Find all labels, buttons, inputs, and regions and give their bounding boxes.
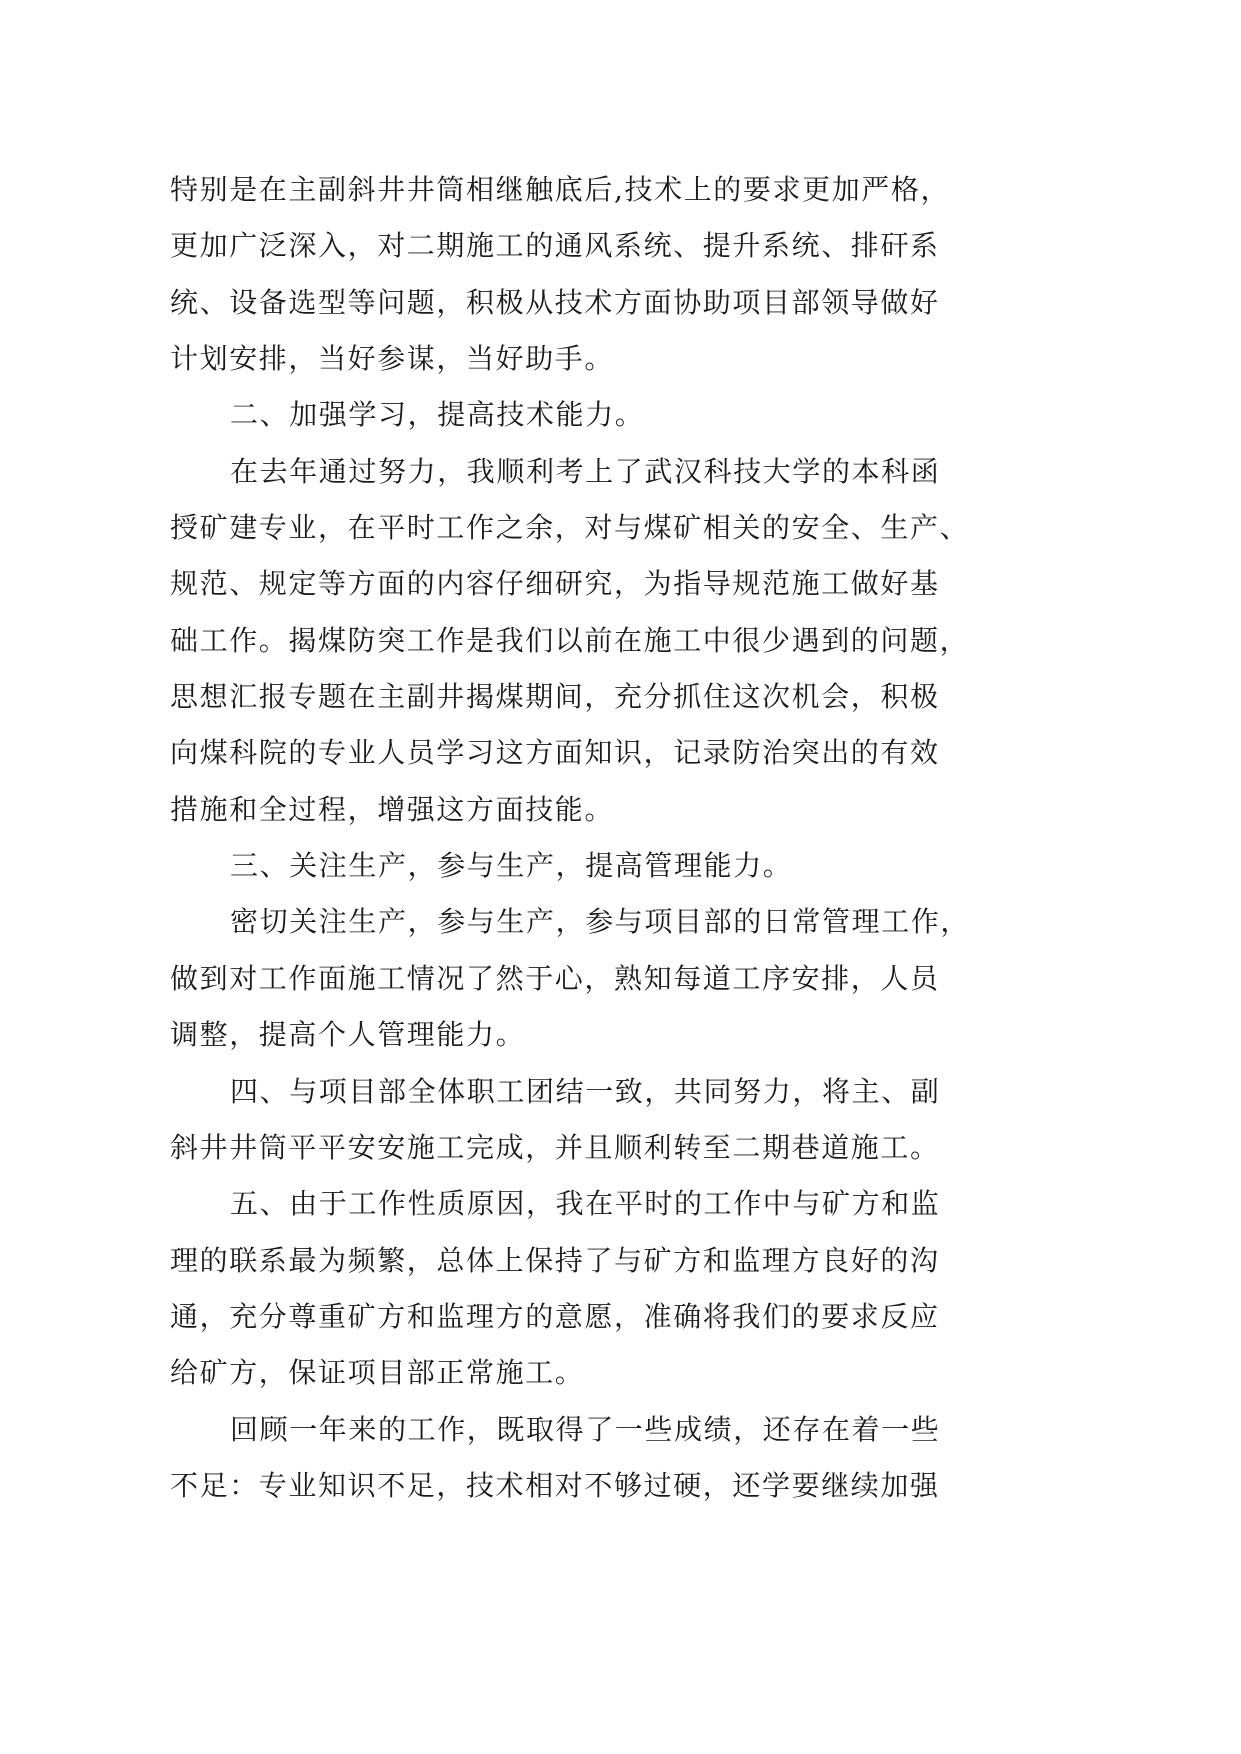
text-line: 向煤科院的专业人员学习这方面知识，记录防治突出的有效 <box>170 736 940 770</box>
text-line: 给矿方，保证项目部正常施工。 <box>170 1356 585 1390</box>
text-line: 计划安排，当好参谋，当好助手。 <box>170 342 615 376</box>
section-heading: 二、加强学习，提高技术能力。 <box>230 398 645 432</box>
text-line: 础工作。揭煤防突工作是我们以前在施工中很少遇到的问题， <box>170 623 970 657</box>
section-heading: 四、与项目部全体职工团结一致，共同努力，将主、副 <box>230 1074 941 1108</box>
text-line: 密切关注生产，参与生产，参与项目部的日常管理工作， <box>230 905 971 939</box>
text-line: 规范、规定等方面的内容仔细研究，为指导规范施工做好基 <box>170 567 940 601</box>
text-line: 回顾一年来的工作，既取得了一些成绩，还存在着一些 <box>230 1412 941 1446</box>
text-line: 理的联系最为频繁，总体上保持了与矿方和监理方良好的沟 <box>170 1243 940 1277</box>
text-line: 通，充分尊重矿方和监理方的意愿，准确将我们的要求反应 <box>170 1299 940 1333</box>
section-heading: 三、关注生产，参与生产，提高管理能力。 <box>230 849 793 883</box>
text-line: 更加广泛深入，对二期施工的通风系统、提升系统、排矸系 <box>170 229 940 263</box>
section-heading: 五、由于工作性质原因，我在平时的工作中与矿方和监 <box>230 1187 941 1221</box>
text-line: 思想汇报专题在主副井揭煤期间，充分抓住这次机会，积极 <box>170 680 940 714</box>
text-line: 斜井井筒平平安安施工完成，并且顺利转至二期巷道施工。 <box>170 1130 940 1164</box>
text-line: 授矿建专业，在平时工作之余，对与煤矿相关的安全、生产、 <box>170 511 970 545</box>
text-line: 调整，提高个人管理能力。 <box>170 1018 526 1052</box>
text-line: 在去年通过努力，我顺利考上了武汉科技大学的本科函 <box>230 454 941 488</box>
body-text <box>170 162 1000 1514</box>
text-line: 特别是在主副斜井井筒相继触底后,技术上的要求更加严格， <box>170 173 951 206</box>
text-line: 措施和全过程，增强这方面技能。 <box>170 792 615 826</box>
text-line: 不足：专业知识不足，技术相对不够过硬，还学要继续加强 <box>170 1468 940 1502</box>
text-line: 做到对工作面施工情况了然于心，熟知每道工序安排，人员 <box>170 961 940 995</box>
text-line: 统、设备选型等问题，积极从技术方面协助项目部领导做好 <box>170 285 940 319</box>
